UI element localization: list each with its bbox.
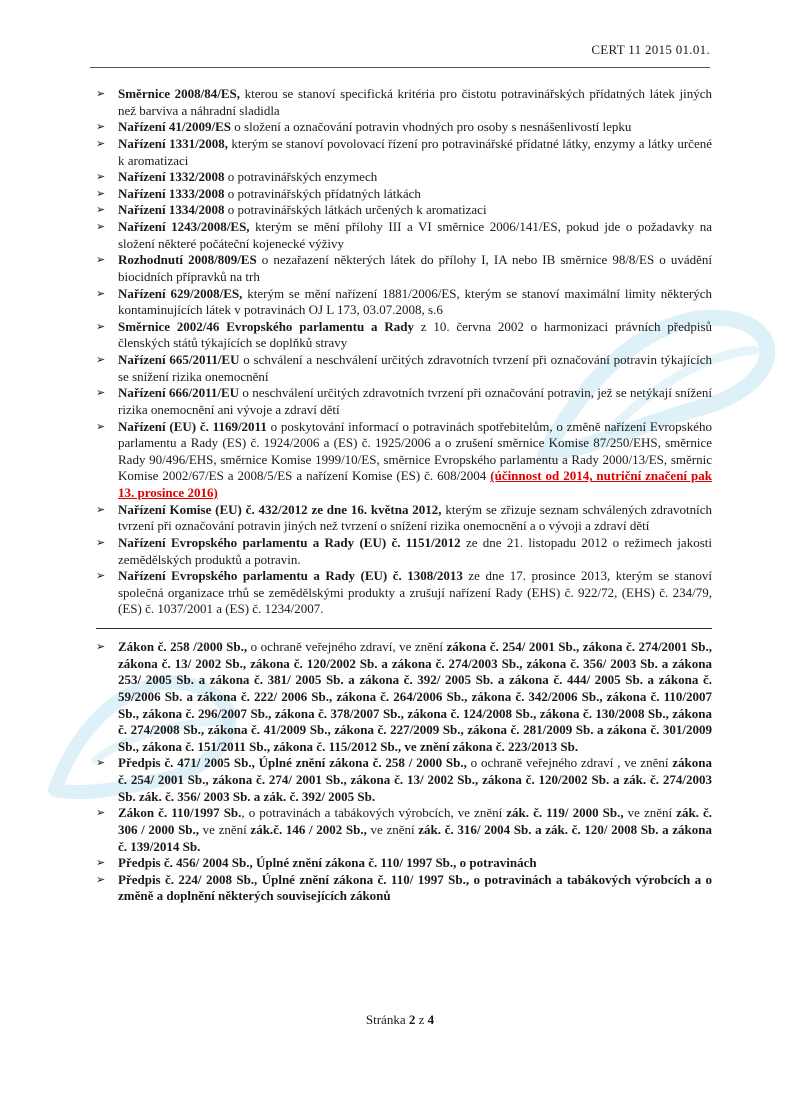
bullet-arrow-icon: ➢ <box>96 756 106 770</box>
bullet-arrow-icon: ➢ <box>96 419 106 433</box>
bullet-arrow-icon: ➢ <box>96 87 106 100</box>
list-item-text <box>118 535 712 568</box>
section-divider <box>96 628 712 629</box>
bullet-arrow-icon: ➢ <box>96 220 106 233</box>
highlighted-text-segment: (účinnost od 2014, nutriční značení pak 13. prosince 2016) <box>118 468 712 500</box>
text-segment: , o potravinách a tabákových výrobcích, ve znění <box>241 805 507 821</box>
list-item-text <box>118 252 712 285</box>
text-segment: Nařízení 41/2009/ES <box>118 119 232 135</box>
list-item <box>96 419 712 502</box>
list-item-text <box>118 219 712 252</box>
text-segment: kterým se mění přílohy III a VI směrnice 2006/141/ES, pokud jde o požadavky na složení některé počáteční kojenecké výživy <box>118 219 712 251</box>
text-segment: o složení a označování potravin vhodných pro osoby s nesnášenlivostí lepku <box>231 119 632 135</box>
text-segment: Rozhodnutí 2008/809/ES <box>118 252 257 268</box>
bullet-arrow-icon: ➢ <box>96 569 106 583</box>
list-item-text <box>118 352 712 385</box>
list-item <box>96 86 712 119</box>
text-segment: kterým se mění nařízení 1881/2006/ES, kterým se stanoví maximální limity některých kontaminujících látek v potravinách OJ L 173, 03.07.2008, s.6 <box>118 285 712 318</box>
text-segment: o neschválení určitých zdravotních tvrzení při označování potravin, jež se netýkají snížení rizika onemocnění ani vývoje a zdraví dětí <box>118 385 712 417</box>
text-segment: ve znění <box>623 805 677 821</box>
text-segment: zákona č. 254/ 2001 Sb., zákona č. 274/ 2001 Sb., zákona č. 13/ 2002 Sb., zákona č. 120/2002 Sb. a zák. č. 274/2003 Sb. zák. č. 356/ 2003 Sb. a zák. č. 392/ 2005 Sb. <box>118 755 712 804</box>
text-segment: Nařízení 1334/2008 <box>118 202 225 218</box>
bullet-arrow-icon: ➢ <box>96 806 106 820</box>
text-segment: Nařízení 629/2008/ES, <box>118 285 243 301</box>
list-item <box>96 755 712 805</box>
list-item <box>96 252 712 285</box>
bullet-arrow-icon: ➢ <box>96 872 106 886</box>
text-segment: ze dne 17. prosince 2013, kterým se stanoví společná organizace trhů se zemědělskými produkty a zrušují nařízení Rady (EHS) č. 922/72, (EHS) č. 234/79, (ES) č. 1037/2001 a (ES) č. 1234/2007. <box>118 568 712 617</box>
text-segment: zákona č. 254/ 2001 Sb., zákona č. 274/2001 Sb., zákona č. 13/ 2002 Sb., zákona č. 120/2002 Sb. a zákona č. 274/2003 Sb., zákona č. 356/ 2003 Sb. a zákona 253/ 2005 Sb. a zákona č. 381/ 2005 Sb. a zákona č. 392/ 2005 Sb. a zákona č. 444/ 2005 Sb. a zákona č. 59/2006 Sb. a zákona č. 222/ 2006 Sb., zákona č. 264/2006 Sb., zákona č. 342/2006 Sb., zákona č. 110/2007 Sb., zákona č. 296/2007 Sb., zákona č. 378/2007 Sb., zákona č. 124/2008 Sb., zákona č. 130/2008 Sb., zákona č. 274/2008 Sb., zákona č. 41/2009 Sb., zákona č. 227/2009 Sb., zákona č. 281/2009 Sb. a zákona č. 301/2009 Sb., zákona č. 151/2011 Sb., zákona č. 115/2012 Sb., ve znění zákona č. 223/2013 Sb. <box>118 639 712 754</box>
list-item-text <box>118 568 712 618</box>
text-segment: ze dne 21. listopadu 2012 o režimech jakosti zemědělských produktů a potravin. <box>118 534 712 567</box>
list-item-text <box>118 136 712 169</box>
page-footer <box>0 1012 800 1028</box>
list-item <box>96 286 712 319</box>
text-segment: Nařízení Evropského parlamentu a Rady (EU) č. 1151/2012 <box>118 534 461 550</box>
list-item-text <box>118 202 712 219</box>
bullet-arrow-icon: ➢ <box>96 386 106 400</box>
text-segment: zák. č. 316/ 2004 Sb. a zák. č. 120/ 2008 Sb. a zákona č. 139/2014 Sb. <box>118 821 713 854</box>
text-segment: o schválení a neschválení určitých zdravotních tvrzení při označování potravin týkajících se snížení rizika onemocnění <box>118 352 712 384</box>
list-item-text <box>118 319 712 352</box>
list-item <box>96 319 712 352</box>
list-item <box>96 219 712 252</box>
bullet-arrow-icon: ➢ <box>96 856 106 870</box>
text-segment: Nařízení 1331/2008, <box>118 135 228 151</box>
text-segment: Předpis č. 224/ 2008 Sb., Úplné znění zákona č. 110/ 1997 Sb., o potravinách a tabákových výrobcích a o změně a doplnění některých souvisejících zákonů <box>118 871 712 904</box>
text-segment: o ochraně veřejného zdraví , ve znění <box>466 755 673 771</box>
list-item-text <box>118 872 712 905</box>
text-segment: o potravinářských látkách určených k aromatizaci <box>224 202 487 218</box>
list-item-text <box>118 639 712 755</box>
text-segment: o poskytování informací o potravinách spotřebitelům, o změně nařízení Evropského parlamentu a Rady (ES) č. 1924/2006 a (ES) č. 1925/2006 a o zrušení směrnice Komise 87/250/EHS, směrnice Rady 90/496/EHS, směrnice Komise 1999/10/ES, směrnice Evropského parlamentu a Rady 2000/13/ES, směrnic Komise 2002/67/ES a 2008/5/ES a nařízení Komise (ES) č. 608/2004 <box>118 418 712 484</box>
text-segment: Zákon č. 258 /2000 Sb., <box>118 639 248 654</box>
text-segment: ve znění <box>199 821 251 837</box>
text-segment: Předpis č. 456/ 2004 Sb., Úplné znění zákona č. 110/ 1997 Sb., o potravinách <box>118 855 537 871</box>
bullet-arrow-icon: ➢ <box>96 319 106 333</box>
text-segment: Nařízení Komise (EU) č. 432/2012 ze dne 16. května 2012, <box>118 501 442 517</box>
list-item <box>96 502 712 535</box>
text-segment: Nařízení 1332/2008 <box>118 169 225 185</box>
text-segment: Směrnice 2002/46 Evropského parlamentu a Rady <box>118 318 414 334</box>
list-item-text <box>118 169 712 186</box>
text-segment: Nařízení Evropského parlamentu a Rady (EU) č. 1308/2013 <box>118 568 463 584</box>
list-item <box>96 639 712 755</box>
footer-page-number: 2 <box>408 1012 416 1027</box>
list-item-text <box>118 86 712 119</box>
text-segment: Předpis č. 471/ 2005 Sb., Úplné znění zákona č. 258 / 2000 Sb., <box>118 755 467 771</box>
bullet-arrow-icon: ➢ <box>96 120 106 134</box>
regulation-list <box>96 86 712 905</box>
bullet-arrow-icon: ➢ <box>96 170 106 184</box>
list-item <box>96 385 712 418</box>
text-segment: z 10. června 2002 o harmonizaci právních předpisů členských států týkajících se doplňků stravy <box>118 318 713 351</box>
bullet-arrow-icon: ➢ <box>96 186 106 200</box>
list-item-text <box>118 385 712 418</box>
list-item <box>96 855 712 872</box>
text-segment: kterým se stanoví povolovací řízení pro potravinářské přídatné látky, enzymy a látky určené k aromatizaci <box>118 135 712 168</box>
page-header <box>90 42 710 68</box>
list-item <box>96 202 712 219</box>
list-item <box>96 872 712 905</box>
document-reference: CERT 11 2015 01.01. <box>591 42 710 57</box>
text-segment: zák.č. 146 / 2002 Sb., <box>250 821 367 837</box>
text-segment: kterou se stanoví specifická kritéria pro čistotu potravinářských přídatných látek jiných než barviva a náhradní sladidla <box>118 86 712 118</box>
footer-total-pages: 4 <box>427 1012 435 1027</box>
text-segment: Nařízení 1243/2008/ES, <box>118 219 250 234</box>
list-item <box>96 136 712 169</box>
list-item <box>96 535 712 568</box>
list-item <box>96 186 712 203</box>
footer-prefix: Stránka <box>365 1012 409 1027</box>
list-item-text <box>118 419 712 502</box>
text-segment: Nařízení (EU) č. 1169/2011 <box>118 418 267 434</box>
list-item <box>96 568 712 618</box>
text-segment: zák. č. 119/ 2000 Sb., <box>506 805 624 821</box>
text-segment: o potravinářských enzymech <box>224 169 378 185</box>
list-item-text <box>118 286 712 319</box>
bullet-arrow-icon: ➢ <box>96 640 106 653</box>
bullet-arrow-icon: ➢ <box>96 253 106 267</box>
text-segment: Nařízení 665/2011/EU <box>118 352 240 367</box>
list-item-text <box>118 119 712 136</box>
text-segment: o nezařazení některých látek do přílohy I, IA nebo IB směrnice 98/8/ES o uvádění biocidních přípravků na trh <box>118 252 712 284</box>
list-item-text <box>118 755 712 805</box>
list-item <box>96 169 712 186</box>
list-item-text <box>118 502 712 535</box>
text-segment: Směrnice 2008/84/ES, <box>118 86 240 101</box>
text-segment: Nařízení 666/2011/EU <box>118 385 240 401</box>
list-item-text <box>118 855 712 872</box>
text-segment: Zákon č. 110/1997 Sb. <box>118 805 242 821</box>
text-segment: kterým se zřizuje seznam schválených zdravotních tvrzení při označování potravin jiných než tvrzení o snížení rizika onemocnění a o vývoji a zdraví dětí <box>118 501 712 534</box>
list-item <box>96 352 712 385</box>
text-segment: o ochraně veřejného zdraví, ve znění <box>247 639 447 654</box>
text-segment: o potravinářských přídatných látkách <box>224 185 421 201</box>
list-item <box>96 805 712 855</box>
text-segment: ve znění <box>366 821 419 837</box>
text-segment: Nařízení 1333/2008 <box>118 185 225 201</box>
list-item-text <box>118 805 712 855</box>
bullet-arrow-icon: ➢ <box>96 535 106 549</box>
list-item <box>96 119 712 136</box>
text-segment: zák. č. 306 / 2000 Sb., <box>118 805 712 837</box>
bullet-arrow-icon: ➢ <box>96 502 106 516</box>
footer-of-label: z <box>415 1012 428 1027</box>
bullet-arrow-icon: ➢ <box>96 286 106 300</box>
bullet-arrow-icon: ➢ <box>96 136 106 150</box>
list-item-text <box>118 186 712 203</box>
bullet-arrow-icon: ➢ <box>96 353 106 366</box>
bullet-arrow-icon: ➢ <box>96 203 106 217</box>
